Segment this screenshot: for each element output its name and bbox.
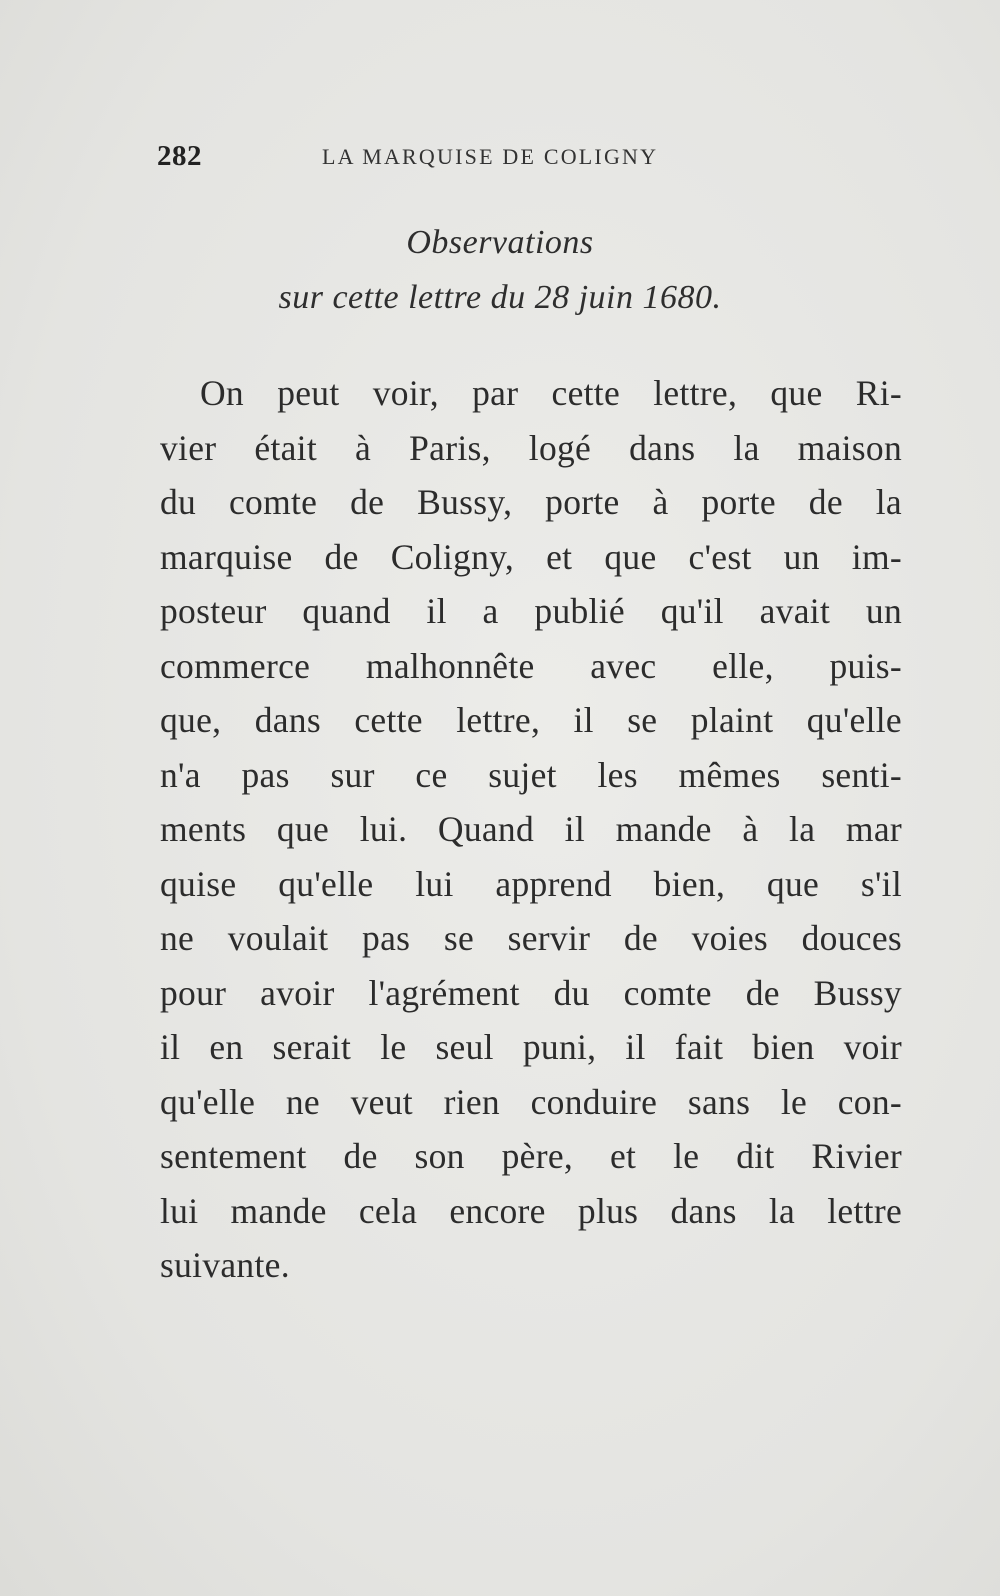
page-number: 282 bbox=[157, 140, 202, 172]
heading-line-2: sur cette lettre du 28 juin 1680. bbox=[278, 279, 722, 316]
heading-line-1: Observations bbox=[406, 224, 594, 261]
text-line: suivante. bbox=[160, 1245, 290, 1285]
text-line: lui mande cela encore plus dans la lettre bbox=[160, 1190, 902, 1231]
text-line: posteur quand il a publié qu'il avait un bbox=[160, 591, 902, 631]
body-paragraph bbox=[160, 366, 902, 1293]
running-head bbox=[157, 140, 747, 180]
section-heading bbox=[150, 215, 850, 325]
text-line: sentement de son père, et le dit Rivier bbox=[160, 1136, 902, 1176]
text-line: On peut voir, par cette lettre, que Ri- bbox=[200, 373, 902, 413]
text-line: vier était à Paris, logé dans la maison bbox=[160, 427, 902, 468]
text-line: quise qu'elle lui apprend bien, que s'il bbox=[160, 863, 902, 904]
text-line: du comte de Bussy, porte à porte de la bbox=[160, 482, 902, 522]
text-line: n'a pas sur ce sujet les mêmes senti- bbox=[160, 754, 902, 795]
text-line: que, dans cette lettre, il se plaint qu'elle bbox=[160, 700, 902, 740]
text-line: commerce malhonnête avec elle, puis- bbox=[160, 645, 902, 686]
text-line: pour avoir l'agrément du comte de Bussy bbox=[160, 972, 902, 1013]
running-title: LA MARQUISE DE COLIGNY bbox=[322, 144, 659, 169]
text-line: marquise de Coligny, et que c'est un im- bbox=[160, 536, 902, 577]
text-line: qu'elle ne veut rien conduire sans le con- bbox=[160, 1081, 902, 1122]
text-line: ments que lui. Quand il mande à la mar bbox=[160, 809, 902, 849]
text-line: il en serait le seul puni, il fait bien voir bbox=[160, 1027, 902, 1067]
text-line: ne voulait pas se servir de voies douces bbox=[160, 918, 902, 958]
